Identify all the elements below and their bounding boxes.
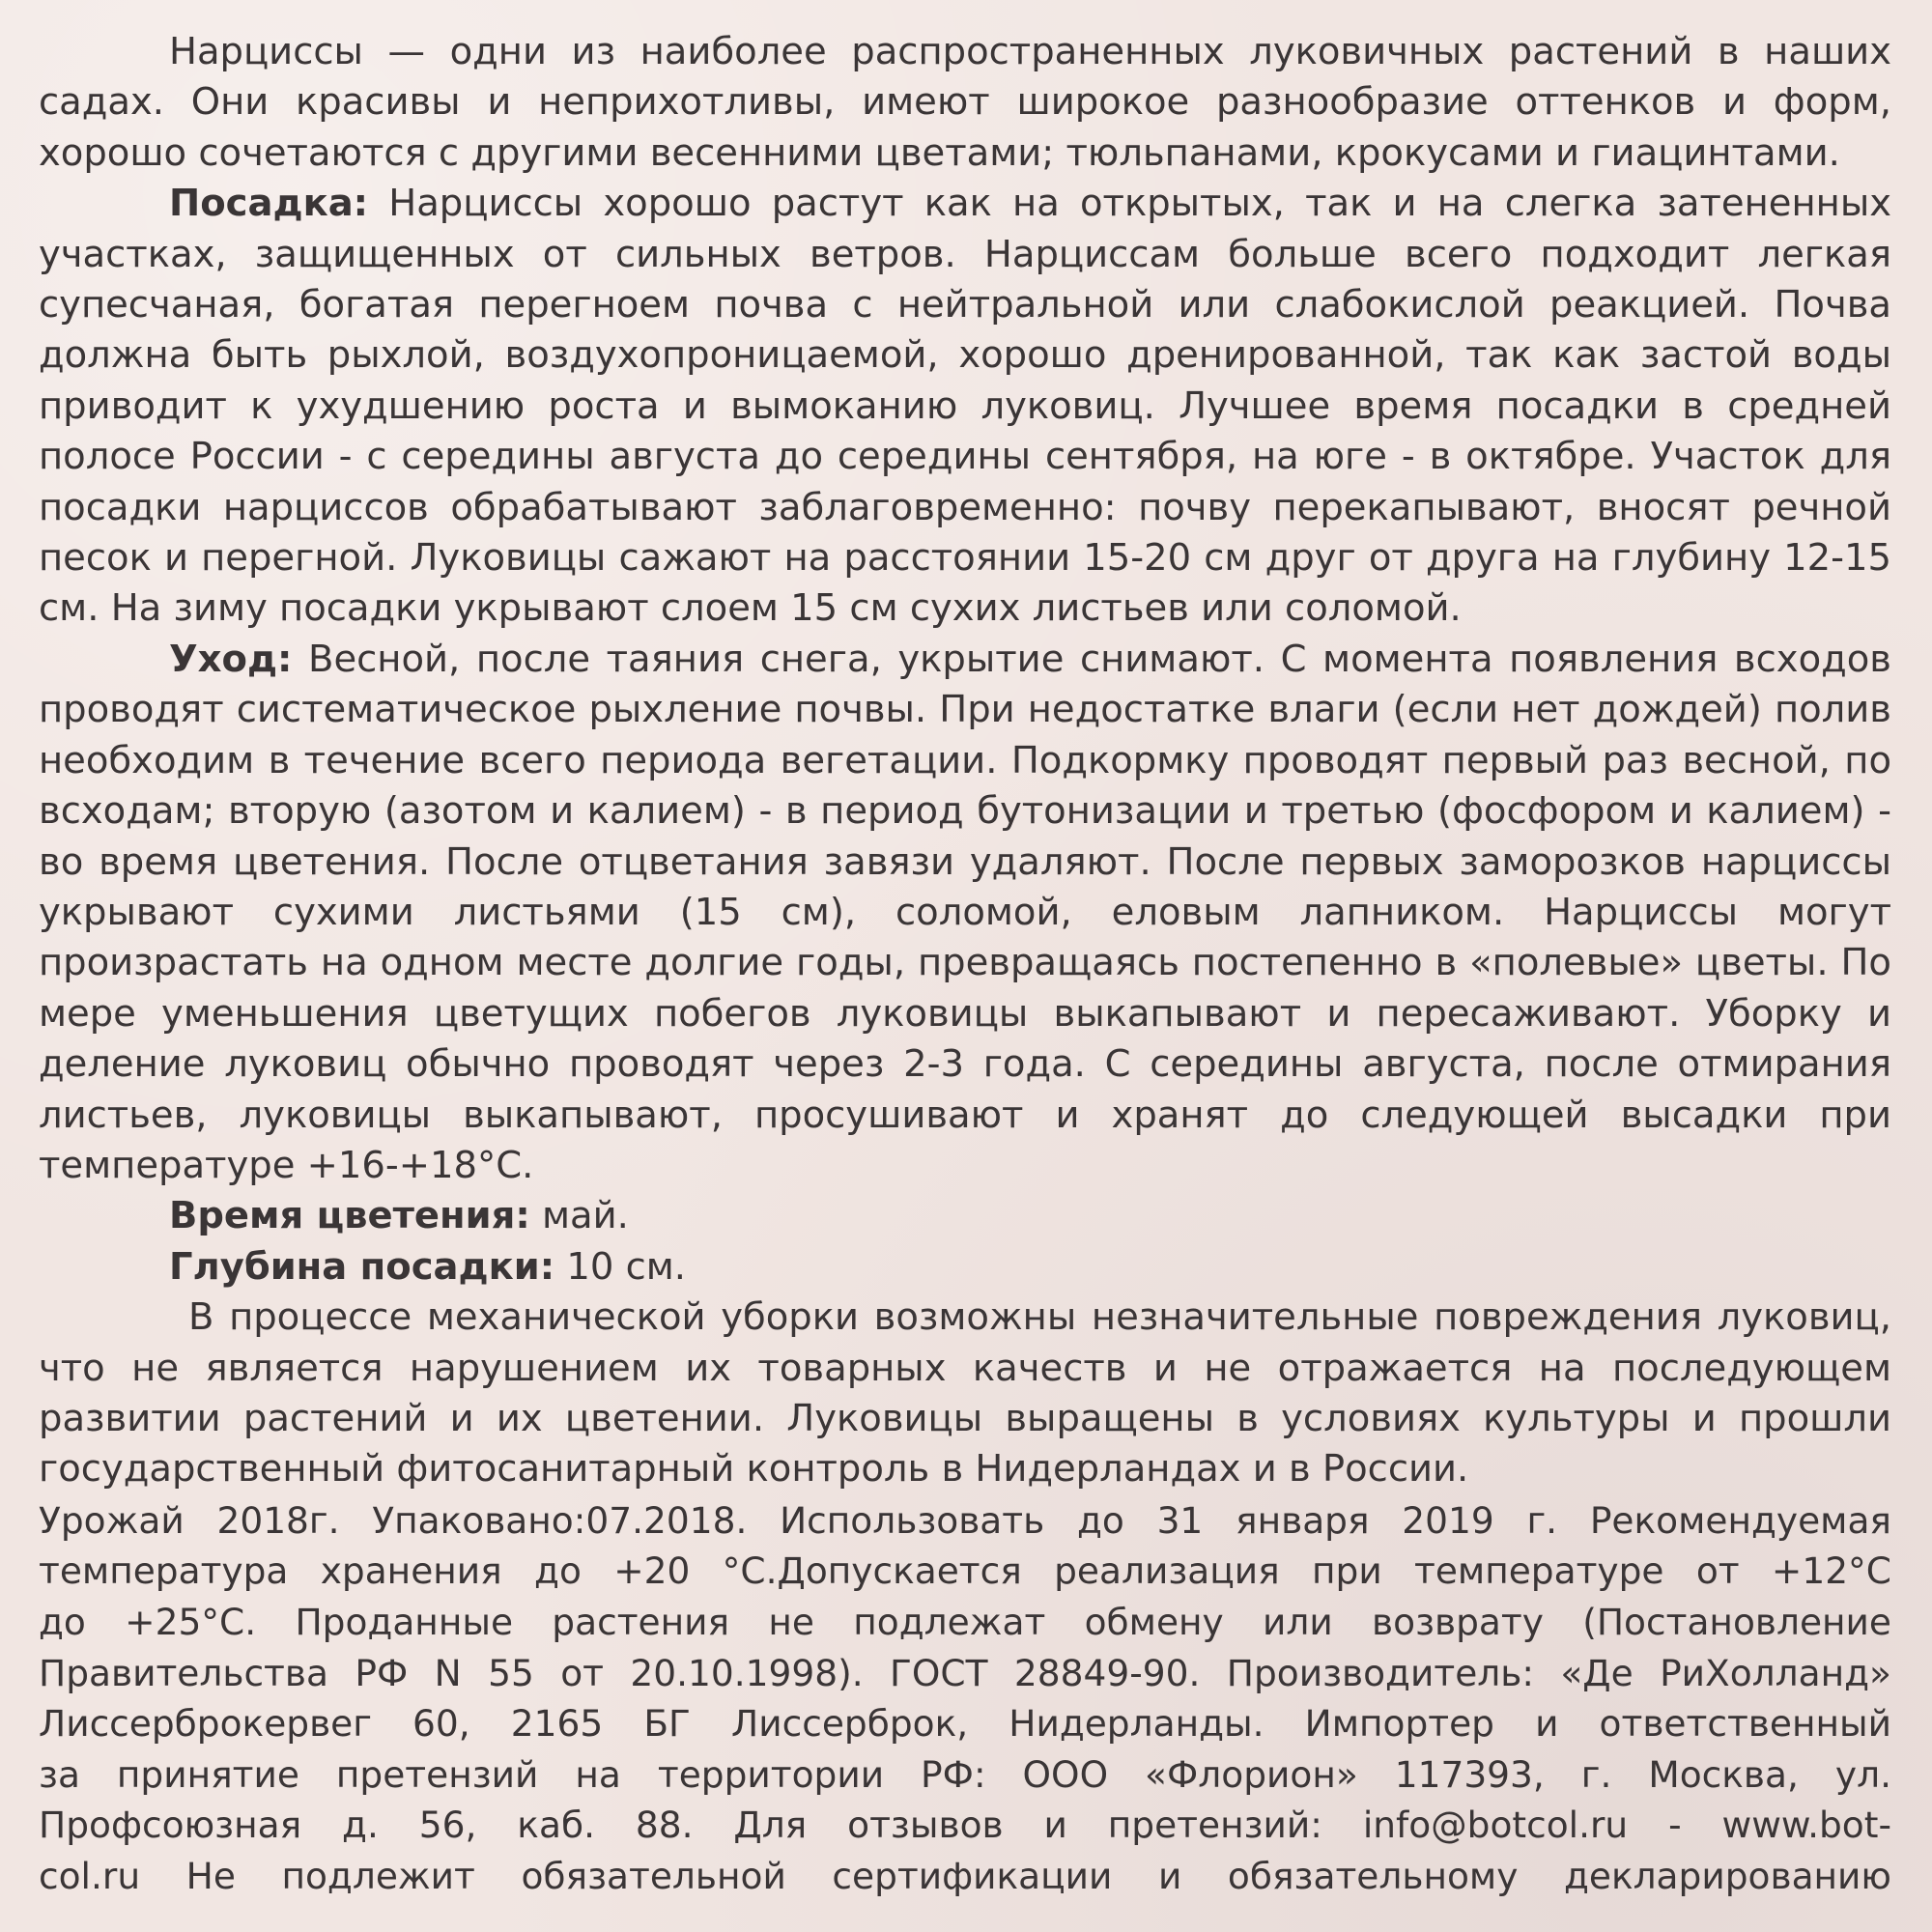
care-paragraph (39, 635, 1891, 1191)
disclaimer-text: В процессе механической уборки возможны незначительные повреждения луковиц, что не является нарушением их товарных качеств и не отражается на последующем развитии растений и их цветении. Луковицы выращены в условиях культуры и прошли государственный фитосанитарный контроль в Нидерландах и в России. (39, 1295, 1891, 1492)
legal-line: Лиссерброкервег 60, 2165 БГ Лиссерброк, Нидерланды. Импортер и ответственный (39, 1702, 1891, 1746)
disclaimer-paragraph (39, 1293, 1891, 1495)
planting-paragraph (39, 179, 1891, 635)
planting-text: Нарциссы хорошо растут как на открытых, так и на слегка затененных участках, защищенных от сильных ветров. Нарциссам больше всего подходит легкая супесчаная, богатая перегноем почва с нейтральной или слабокислой реакцией. Почва должна быть рыхлой, воздухопроницаемой, хорошо дренированной, так как застой воды приводит к ухудшению роста и вымоканию луковиц. Лучшее время посадки в средней полосе России - с середины августа до середины сентября, на юге - в октябре. Участок для посадки нарциссов обрабатывают заблаговременно: почву перекапывают, вносят речной песок и перегной. Луковицы сажают на расстоянии 15-20 см друг от друга на глубину 12-15 см. На зиму посадки укрывают слоем 15 см сухих листьев или соломой. (39, 182, 1891, 631)
bloom-time-label: Время цветения: (169, 1194, 530, 1238)
bloom-time-value: май. (529, 1194, 629, 1238)
legal-line: температура хранения до +20 °С.Допускается реализация при температуре от +12°С (39, 1549, 1891, 1593)
legal-line: до +25°С. Проданные растения не подлежат обмену или возврату (Постановление (39, 1600, 1891, 1643)
leaflet-text-page (39, 27, 1891, 1902)
planting-depth-line (39, 1242, 1891, 1293)
planting-label: Посадка: (169, 182, 369, 226)
bloom-time-line (39, 1191, 1891, 1241)
intro-text: Нарциссы — одни из наиболее распространенных луковичных растений в наших садах. Они красивы и неприхотливы, имеют широкое разнообразие оттенков и форм, хорошо сочетаются с другими весенними цветами; тюльпанами, крокусами и гиацинтами. (39, 30, 1891, 175)
planting-depth-value: 10 см. (554, 1244, 687, 1289)
intro-paragraph (39, 27, 1891, 179)
care-label: Уход: (169, 637, 293, 681)
legal-block (39, 1495, 1891, 1902)
legal-line: col.ru Не подлежит обязательной сертификации и обязательному декларированию (39, 1854, 1891, 1897)
legal-line: Урожай 2018г. Упаковано:07.2018. Использовать до 31 января 2019 г. Рекомендуемая (39, 1498, 1891, 1542)
planting-depth-label: Глубина посадки: (169, 1244, 555, 1289)
care-text: Весной, после таяния снега, укрытие снимают. С момента появления всходов проводят систематическое рыхление почвы. При недостатке влаги (если нет дождей) полив необходим в течение всего периода вегетации. Подкормку проводят первый раз весной, по всходам; вторую (азотом и калием) - в период бутонизации и третью (фосфором и калием) - во время цветения. После отцветания завязи удаляют. После первых заморозков нарциссы укрывают сухими листьями (15 см), соломой, еловым лапником. Нарциссы могут произрастать на одном месте долгие годы, превращаясь постепенно в «полевые» цветы. По мере уменьшения цветущих побегов луковицы выкапывают и пересаживают. Уборку и деление луковиц обычно проводят через 2-3 года. С середины августа, после отмирания листьев, луковицы выкапывают, просушивают и хранят до следующей высадки при температуре +16-+18°С. (39, 637, 1891, 1187)
legal-line: за принятие претензий на территории РФ: ООО «Флорион» 117393, г. Москва, ул. (39, 1752, 1891, 1796)
legal-line: Правительства РФ N 55 от 20.10.1998). ГОСТ 28849-90. Производитель: «Де РиХолланд» (39, 1651, 1891, 1694)
legal-line: Профсоюзная д. 56, каб. 88. Для отзывов и претензий: info@botcol.ru - www.bot- (39, 1804, 1891, 1847)
